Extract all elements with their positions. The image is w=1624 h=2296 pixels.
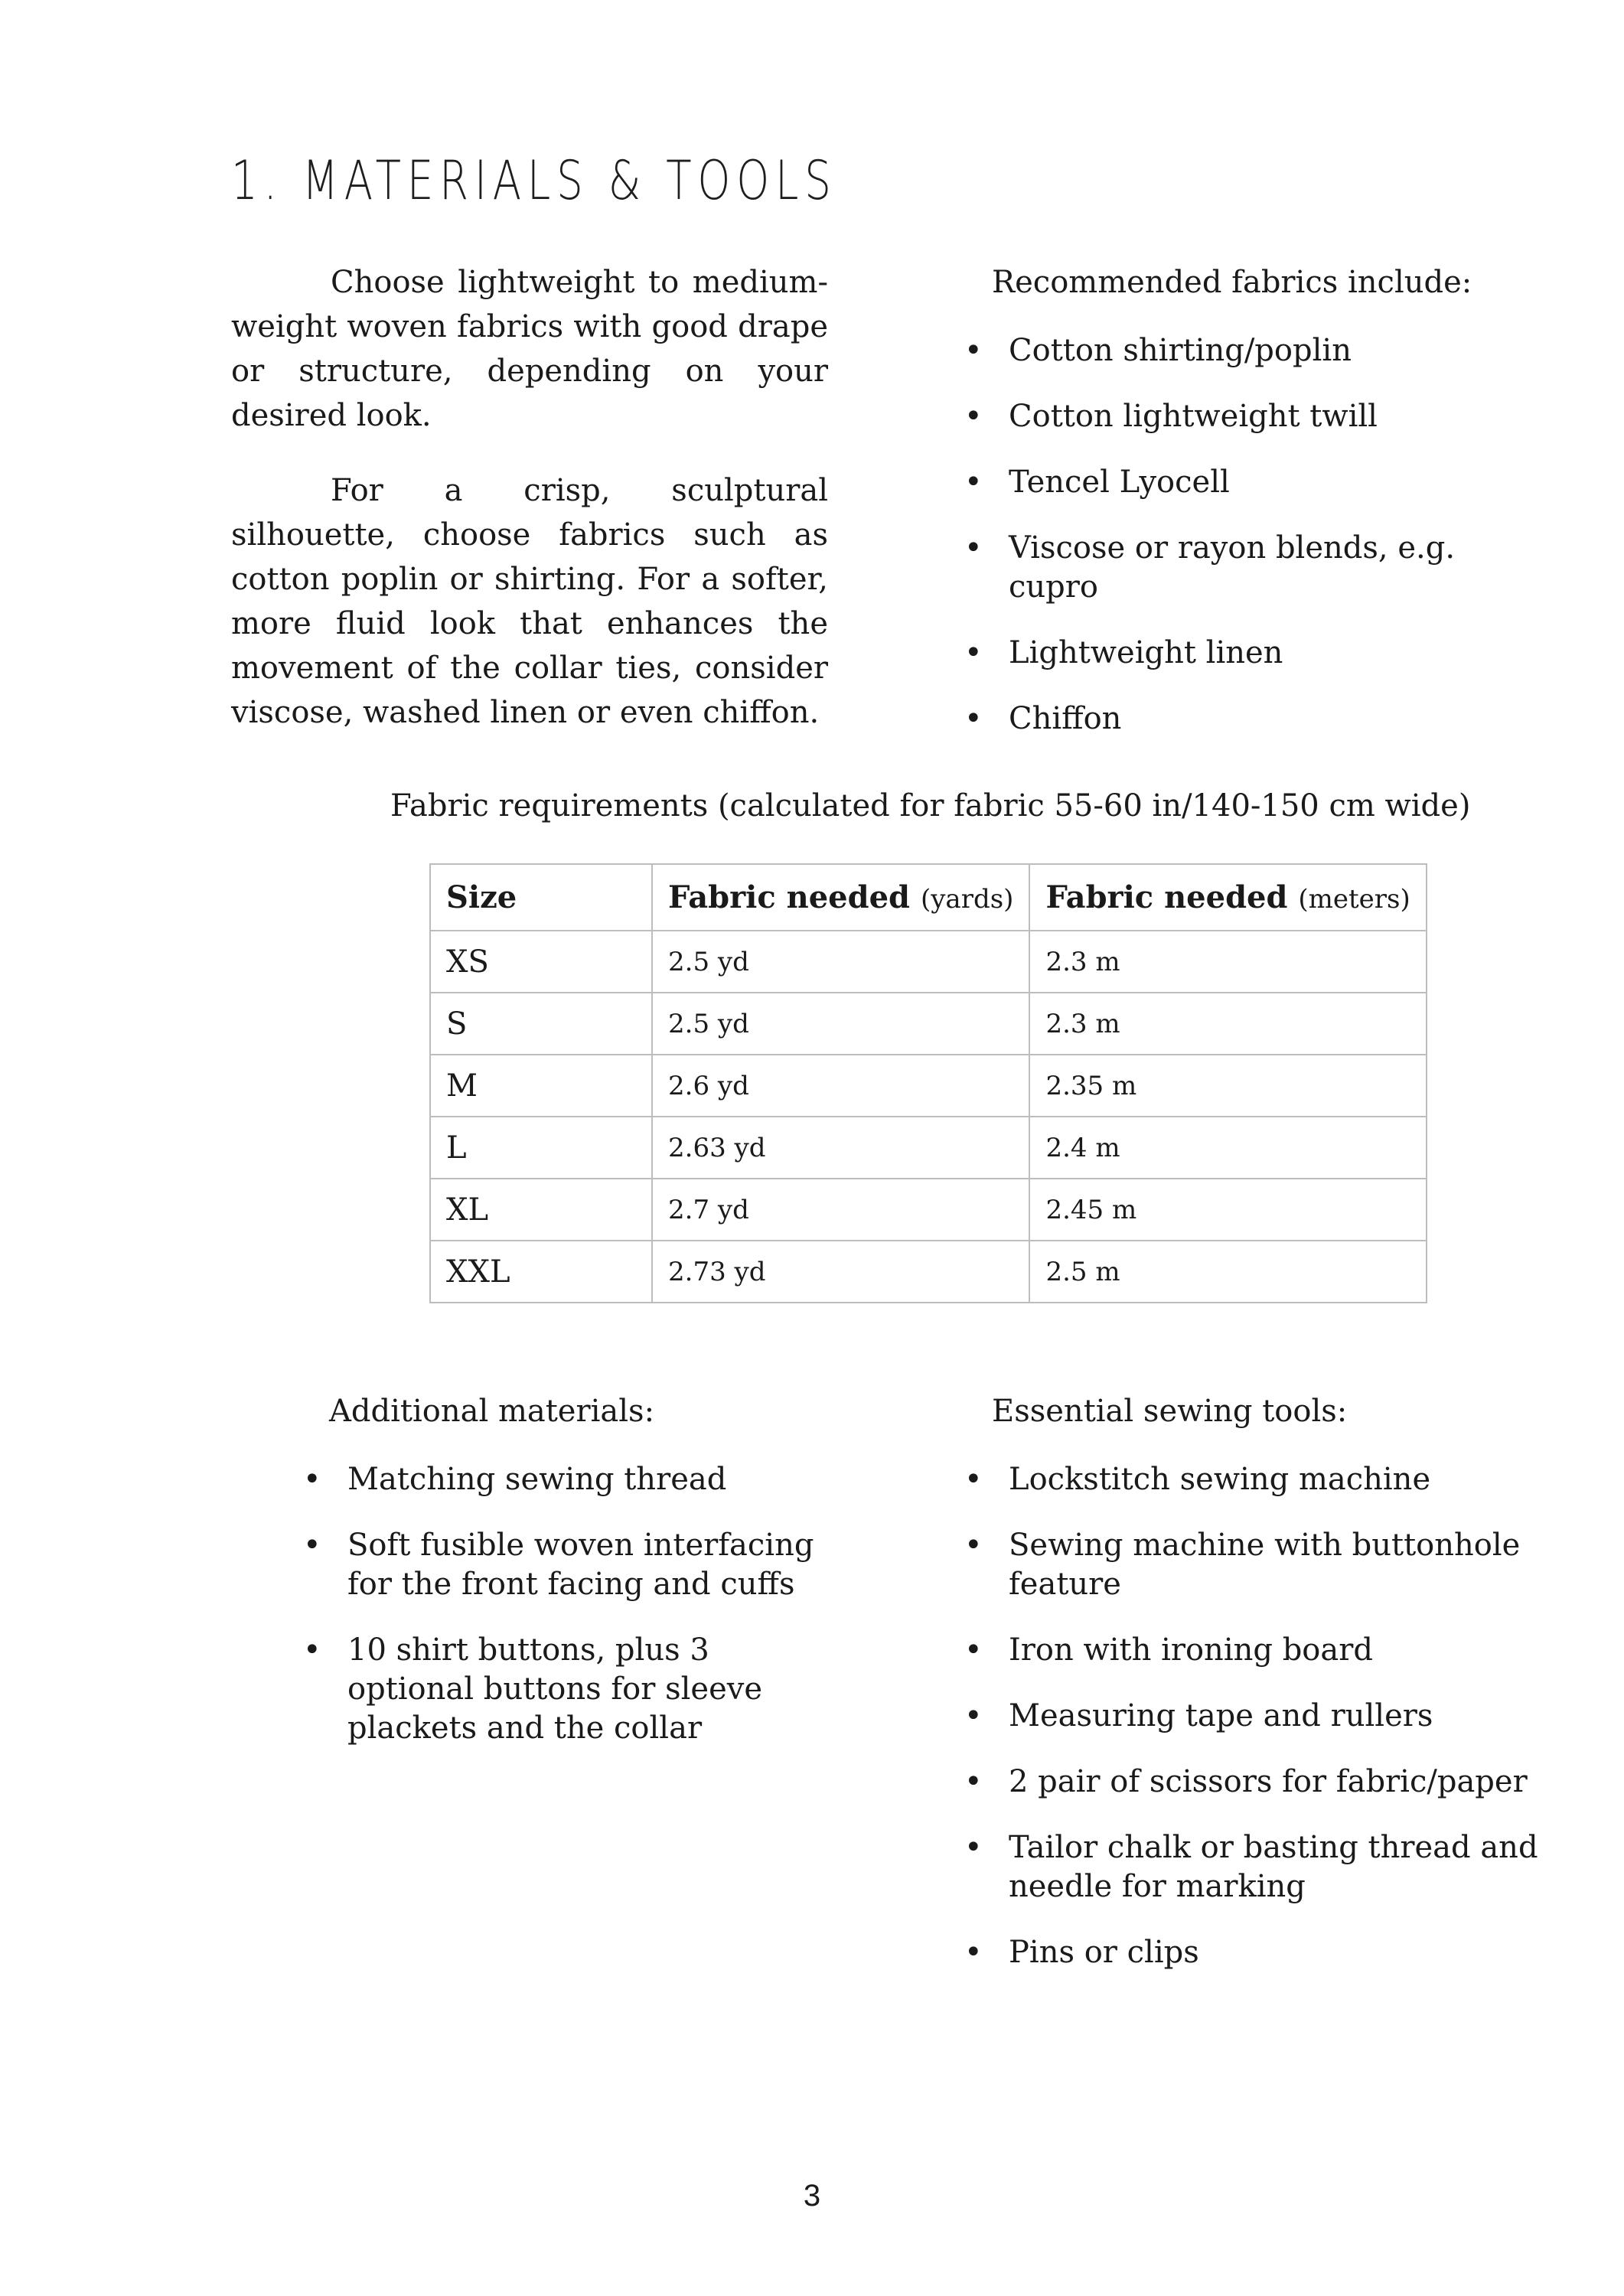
list-item-text: Measuring tape and rullers (1009, 1698, 1433, 1733)
list-item-text: Soft fusible woven interfacing for the front facing and cuffs (347, 1528, 814, 1602)
list-item (958, 1526, 1540, 1604)
size-cell: M (430, 1055, 652, 1117)
list-item (958, 463, 1540, 502)
list-item (958, 1631, 1540, 1670)
list-item-text: Iron with ironing board (1009, 1632, 1373, 1668)
list-item-text: Tencel Lyocell (1009, 465, 1230, 500)
bullet-icon: • (964, 1528, 983, 1563)
list-item-text: Viscose or rayon blends, e.g. cupro (1009, 530, 1456, 605)
meters-cell: 2.4 m (1029, 1117, 1426, 1179)
header-size-label: Size (446, 879, 517, 915)
table-body (430, 931, 1427, 1303)
yards-cell: 2.73 yd (652, 1241, 1029, 1303)
list-item-text: Sewing machine with buttonhole feature (1009, 1528, 1521, 1602)
list-item-text: Lockstitch sewing machine (1009, 1462, 1431, 1497)
header-meters-label: Fabric needed (1045, 879, 1288, 915)
list-item-text: Lightweight linen (1009, 635, 1283, 670)
yards-cell: 2.7 yd (652, 1179, 1029, 1241)
page-number: 3 (803, 2179, 821, 2213)
list-item-text: Cotton lightweight twill (1009, 399, 1378, 434)
bullet-icon: • (964, 1698, 983, 1733)
table-row (430, 993, 1427, 1055)
bullet-icon: • (964, 1632, 983, 1668)
list-item (958, 1828, 1540, 1906)
list-item-text: Cotton shirting/poplin (1009, 333, 1352, 368)
header-meters (1029, 864, 1426, 931)
yards-cell: 2.5 yd (652, 931, 1029, 993)
sewing-tools-list (958, 1460, 1540, 1972)
size-cell: XL (430, 1179, 652, 1241)
list-item-text: Tailor chalk or basting thread and needle for marking (1009, 1830, 1538, 1904)
recommended-fabrics-heading: Recommended fabrics include: (992, 265, 1472, 300)
meters-cell: 2.45 m (1029, 1179, 1426, 1241)
bullet-icon: • (964, 333, 983, 368)
bullet-icon: • (964, 399, 983, 434)
recommended-fabrics-list (958, 331, 1540, 739)
yards-cell: 2.63 yd (652, 1117, 1029, 1179)
list-item (297, 1460, 833, 1499)
page-title: 1. MATERIALS & TOOLS (231, 149, 837, 212)
list-item (958, 1460, 1540, 1499)
bullet-icon: • (964, 1830, 983, 1865)
bullet-icon: • (964, 1764, 983, 1799)
table-row (430, 1241, 1427, 1303)
list-item (958, 634, 1540, 673)
additional-materials (297, 1389, 833, 1748)
yards-cell: 2.6 yd (652, 1055, 1029, 1117)
header-yards (652, 864, 1029, 931)
table-row (430, 1179, 1427, 1241)
list-item-text: Matching sewing thread (347, 1462, 727, 1497)
sewing-tools (958, 1389, 1540, 1972)
bullet-icon: • (303, 1632, 321, 1668)
bullet-icon: • (964, 1935, 983, 1970)
list-item-text: 10 shirt buttons, plus 3 optional buttons for sleeve plackets and the collar (347, 1632, 763, 1746)
size-cell: XS (430, 931, 652, 993)
recommended-fabrics (958, 260, 1540, 739)
meters-cell: 2.3 m (1029, 931, 1426, 993)
list-item (958, 331, 1540, 370)
header-yards-label: Fabric needed (668, 879, 911, 915)
table-row (430, 1055, 1427, 1117)
list-item (297, 1631, 833, 1748)
meters-cell: 2.35 m (1029, 1055, 1426, 1117)
bullet-icon: • (964, 635, 983, 670)
additional-materials-list (297, 1460, 833, 1748)
intro-paragraph: Choose lightweight to medium-weight woven fabrics with good drape or structure, depending on your desired look. (231, 265, 828, 433)
bullet-icon: • (964, 530, 983, 566)
intro-column (231, 260, 828, 765)
bullet-icon: • (964, 1462, 983, 1497)
bullet-icon: • (303, 1462, 321, 1497)
list-item (958, 529, 1540, 607)
additional-materials-heading: Additional materials: (329, 1394, 655, 1429)
yards-cell: 2.5 yd (652, 993, 1029, 1055)
table-header-row (430, 864, 1427, 931)
list-item-text: Chiffon (1009, 701, 1122, 736)
list-item (958, 1697, 1540, 1736)
size-cell: L (430, 1117, 652, 1179)
table-row (430, 1117, 1427, 1179)
list-item (958, 397, 1540, 436)
header-size (430, 864, 652, 931)
list-item (958, 1763, 1540, 1802)
list-item (958, 1933, 1540, 1972)
size-cell: S (430, 993, 652, 1055)
list-item (297, 1526, 833, 1604)
size-cell: XXL (430, 1241, 652, 1303)
list-item-text: 2 pair of scissors for fabric/paper (1009, 1764, 1528, 1799)
fabric-requirements-table (429, 863, 1427, 1303)
list-item-text: Pins or clips (1009, 1935, 1199, 1970)
intro-paragraph: For a crisp, sculptural silhouette, choose fabrics such as cotton poplin or shirting. For a softer, more fluid look that enhances the movement of the collar ties, consider viscose, washed linen or even chiffon. (231, 473, 828, 730)
sewing-tools-heading: Essential sewing tools: (992, 1394, 1348, 1429)
table-caption: Fabric requirements (calculated for fabric 55-60 in/140-150 cm wide) (390, 788, 1471, 823)
header-yards-unit: (yards) (920, 884, 1014, 915)
list-item (958, 700, 1540, 739)
bullet-icon: • (964, 465, 983, 500)
header-meters-unit: (meters) (1298, 884, 1410, 915)
meters-cell: 2.5 m (1029, 1241, 1426, 1303)
bullet-icon: • (303, 1528, 321, 1563)
meters-cell: 2.3 m (1029, 993, 1426, 1055)
bullet-icon: • (964, 701, 983, 736)
table-row (430, 931, 1427, 993)
